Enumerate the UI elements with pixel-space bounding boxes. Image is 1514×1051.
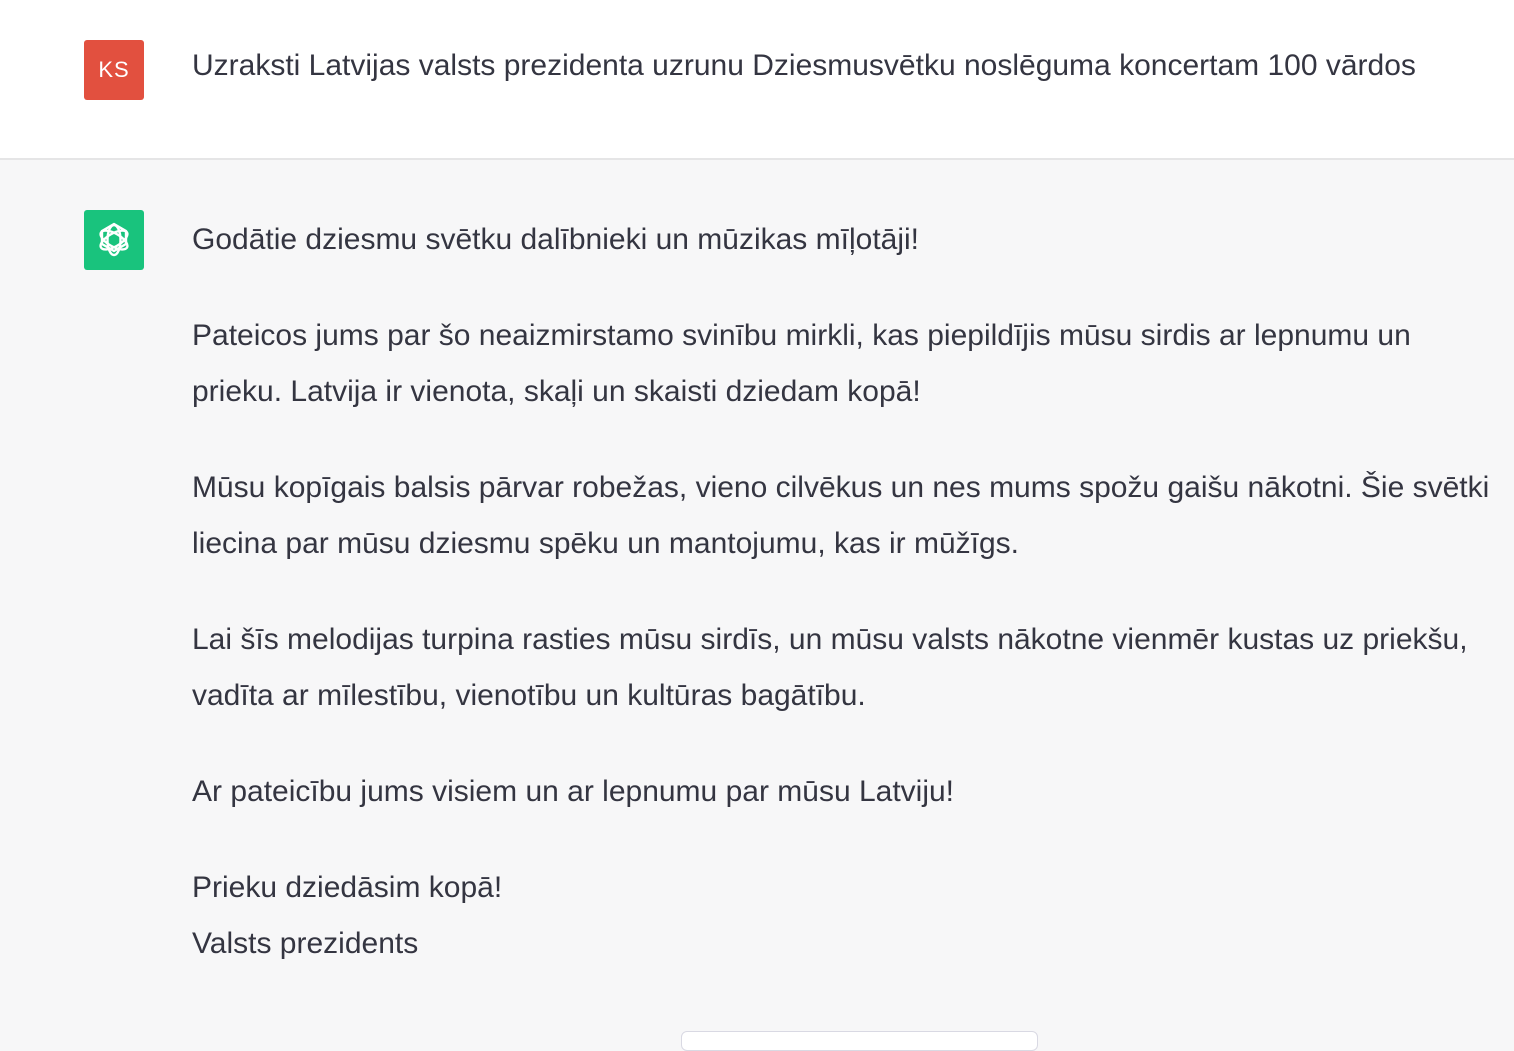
answer-paragraph-unity: Mūsu kopīgais balsis pārvar robežas, vieno cilvēkus un nes mums spožu gaišu nākotni. Šie svētki liecina par mūsu dziesmu spēku un mantojumu, kas ir mūžīgs.	[192, 471, 1490, 560]
user-avatar	[84, 40, 144, 100]
answer-paragraph-greeting: Godātie dziesmu svētku dalībnieki un mūzikas mīļotāji!	[192, 223, 920, 256]
assistant-message-row	[0, 160, 1514, 1040]
assistant-message-text	[192, 212, 1502, 972]
assistant-avatar	[84, 210, 144, 270]
answer-paragraph-thanks: Pateicos jums par šo neaizmirstamo svinību mirkli, kas piepildījis mūsu sirdis ar lepnumu un prieku. Latvija ir vienota, skaļi un skaisti dziedam kopā!	[192, 319, 1411, 408]
user-message-row	[0, 0, 1514, 160]
regenerate-response-button[interactable]	[681, 1031, 1038, 1051]
answer-paragraph-gratitude: Ar pateicību jums visiem un ar lepnumu par mūsu Latviju!	[192, 775, 955, 808]
answer-paragraph-future: Lai šīs melodijas turpina rasties mūsu sirdīs, un mūsu valsts nākotne vienmēr kustas uz priekšu, vadīta ar mīlestību, vienotību un kultūras bagātību.	[192, 623, 1468, 712]
answer-closing-line: Prieku dziedāsim kopā!	[192, 871, 503, 904]
user-avatar-initials: KS	[98, 57, 130, 82]
user-message-text: Uzraksti Latvijas valsts prezidenta uzrunu Dziesmusvētku noslēguma koncertam 100 vārdos	[192, 49, 1416, 82]
openai-logo-icon	[93, 219, 135, 261]
answer-signature: Valsts prezidents	[192, 927, 419, 960]
